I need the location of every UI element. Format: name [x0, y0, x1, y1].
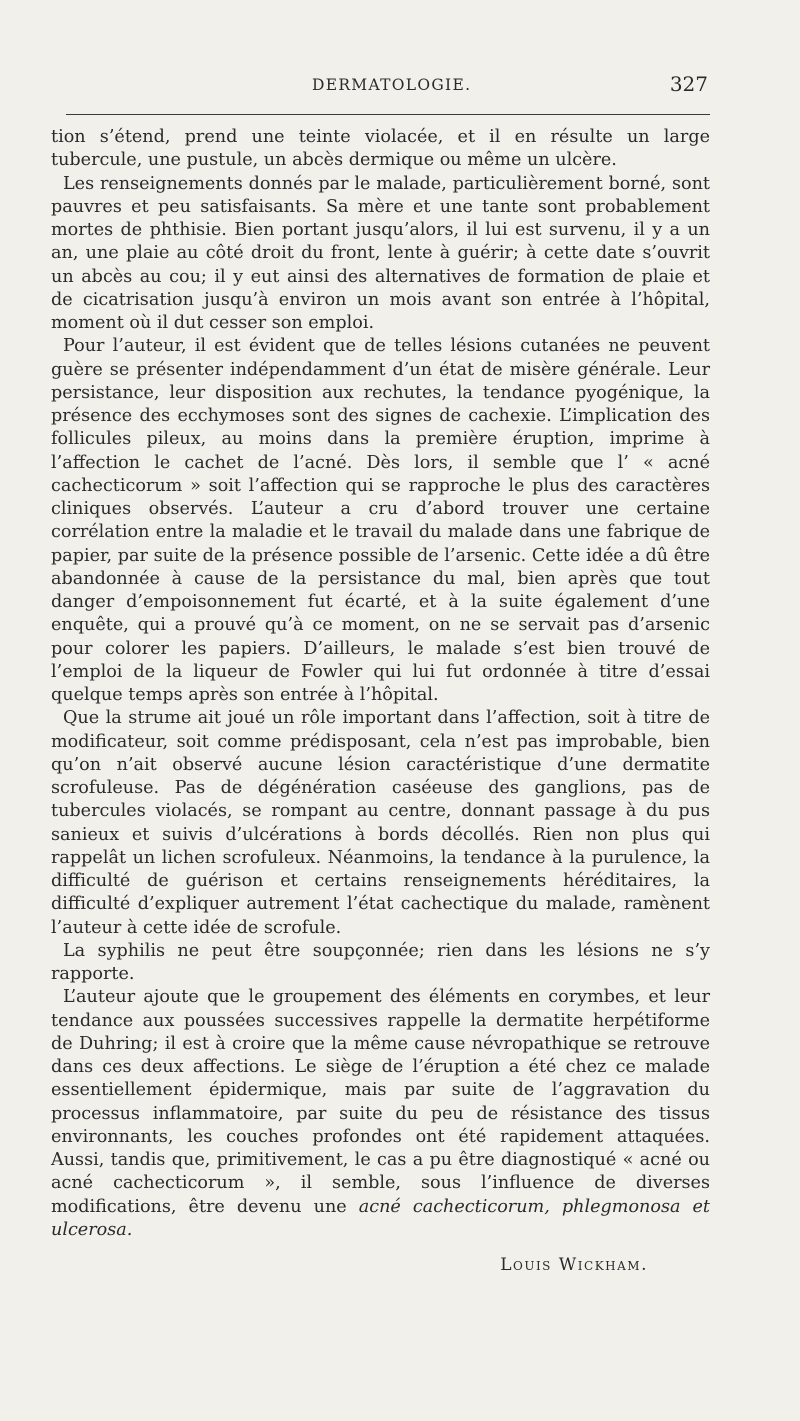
- page-number: 327: [669, 72, 708, 96]
- article-body: [51, 126, 710, 1242]
- paragraph-2: Les renseignements donnés par le malade, particulièrement borné, sont pauvres et peu satisfaisants. Sa mère et une tante sont probablement mortes de phthisie. Bien portant jusqu’alors, il lui est survenu, il y a un an, une plaie au côté droit du front, lente à guérir; à cette date s’ouvrit un abcès au cou; il y eut ainsi des alternatives de formation de plaie et de cicatrisation jusqu’à environ un mois avant son entrée à l’hôpital, moment où il dut cesser son emploi.: [51, 173, 710, 333]
- paragraph-3: Pour l’auteur, il est évident que de telles lésions cutanées ne peuvent guère se présenter indépendamment d’un état de misère générale. Leur persistance, leur disposition aux rechutes, la tendance pyogénique, la présence des ecchymoses sont des signes de cachexie. L’implication des follicules pileux, au moins dans la première éruption, imprime à l’affection le cachet de l’acné. Dès lors, il semble que l’ « acné cachecticorum » soit l’affection qui se rapproche le plus des caractères cliniques observés. L’auteur a cru d’abord trouver une certaine corrélation entre la maladie et le travail du malade dans une fabrique de papier, par suite de la présence possible de l’arsenic. Cette idée a dû être abandonnée à cause de la persistance du mal, bien après que tout danger d’empoisonnement fut écarté, et à la suite également d’une enquête, qui a prouvé qu’à ce moment, on ne se servait pas d’arsenic pour colorer les papiers. D’ailleurs, le malade s’est bien trouvé de l’emploi de la liqueur de Fowler qui lui fut ordonnée à titre d’essai quelque temps après son entrée à l’hôpital.: [51, 336, 710, 705]
- paragraph-6: [51, 986, 710, 1242]
- author-signature: Louis Wickham.: [500, 1255, 648, 1275]
- page-header: [300, 74, 712, 100]
- header-rule: [66, 114, 710, 115]
- paragraph-4: Que la strume ait joué un rôle important dans l’affection, soit à titre de modificateur, soit comme prédisposant, cela n’est pas improbable, bien qu’on n’ait observé aucune lésion caractéristique d’une dermatite scrofuleuse. Pas de dégénération caséeuse des ganglions, pas de tubercules violacés, se rompant au centre, donnant passage à du pus sanieux et suivis d’ulcérations à bords décollés. Rien non plus qui rappelât un lichen scrofuleux. Néanmoins, la tendance à la purulence, la difficulté de guérison et certains renseignements héréditaires, la difficulté d’expliquer autrement l’état cachectique du malade, ramènent l’auteur à cette idée de scrofule.: [51, 708, 710, 938]
- signature-row: [51, 1255, 710, 1275]
- running-title: DERMATOLOGIE.: [312, 76, 472, 94]
- paragraph-6-italic: acné cachecticorum, phlegmonosa et ulcerosa.: [51, 1196, 710, 1240]
- paragraph-5: La syphilis ne peut être soupçonnée; rien dans les lésions ne s’y rapporte.: [51, 940, 710, 984]
- paragraph-6-text: L’auteur ajoute que le groupement des éléments en corymbes, et leur tendance aux poussées successives rappelle la dermatite herpétiforme de Duhring; il est à croire que la même cause névropathique se retrouve dans ces deux affections. Le siège de l’éruption a été chez ce malade essentiellement épidermique, mais par suite de l’aggravation du processus inflammatoire, par suite du peu de résistance des tissus environnants, les couches profondes ont été rapidement attaquées. Aussi, tandis que, primitivement, le cas a pu être diagnostiqué « acné ou acné cachecticorum », il semble, sous l’influence de diverses modifications, être devenu une: [51, 987, 710, 1217]
- paragraph-1: tion s’étend, prend une teinte violacée, et il en résulte un large tubercule, une pustule, un abcès dermique ou même un ulcère.: [51, 127, 710, 171]
